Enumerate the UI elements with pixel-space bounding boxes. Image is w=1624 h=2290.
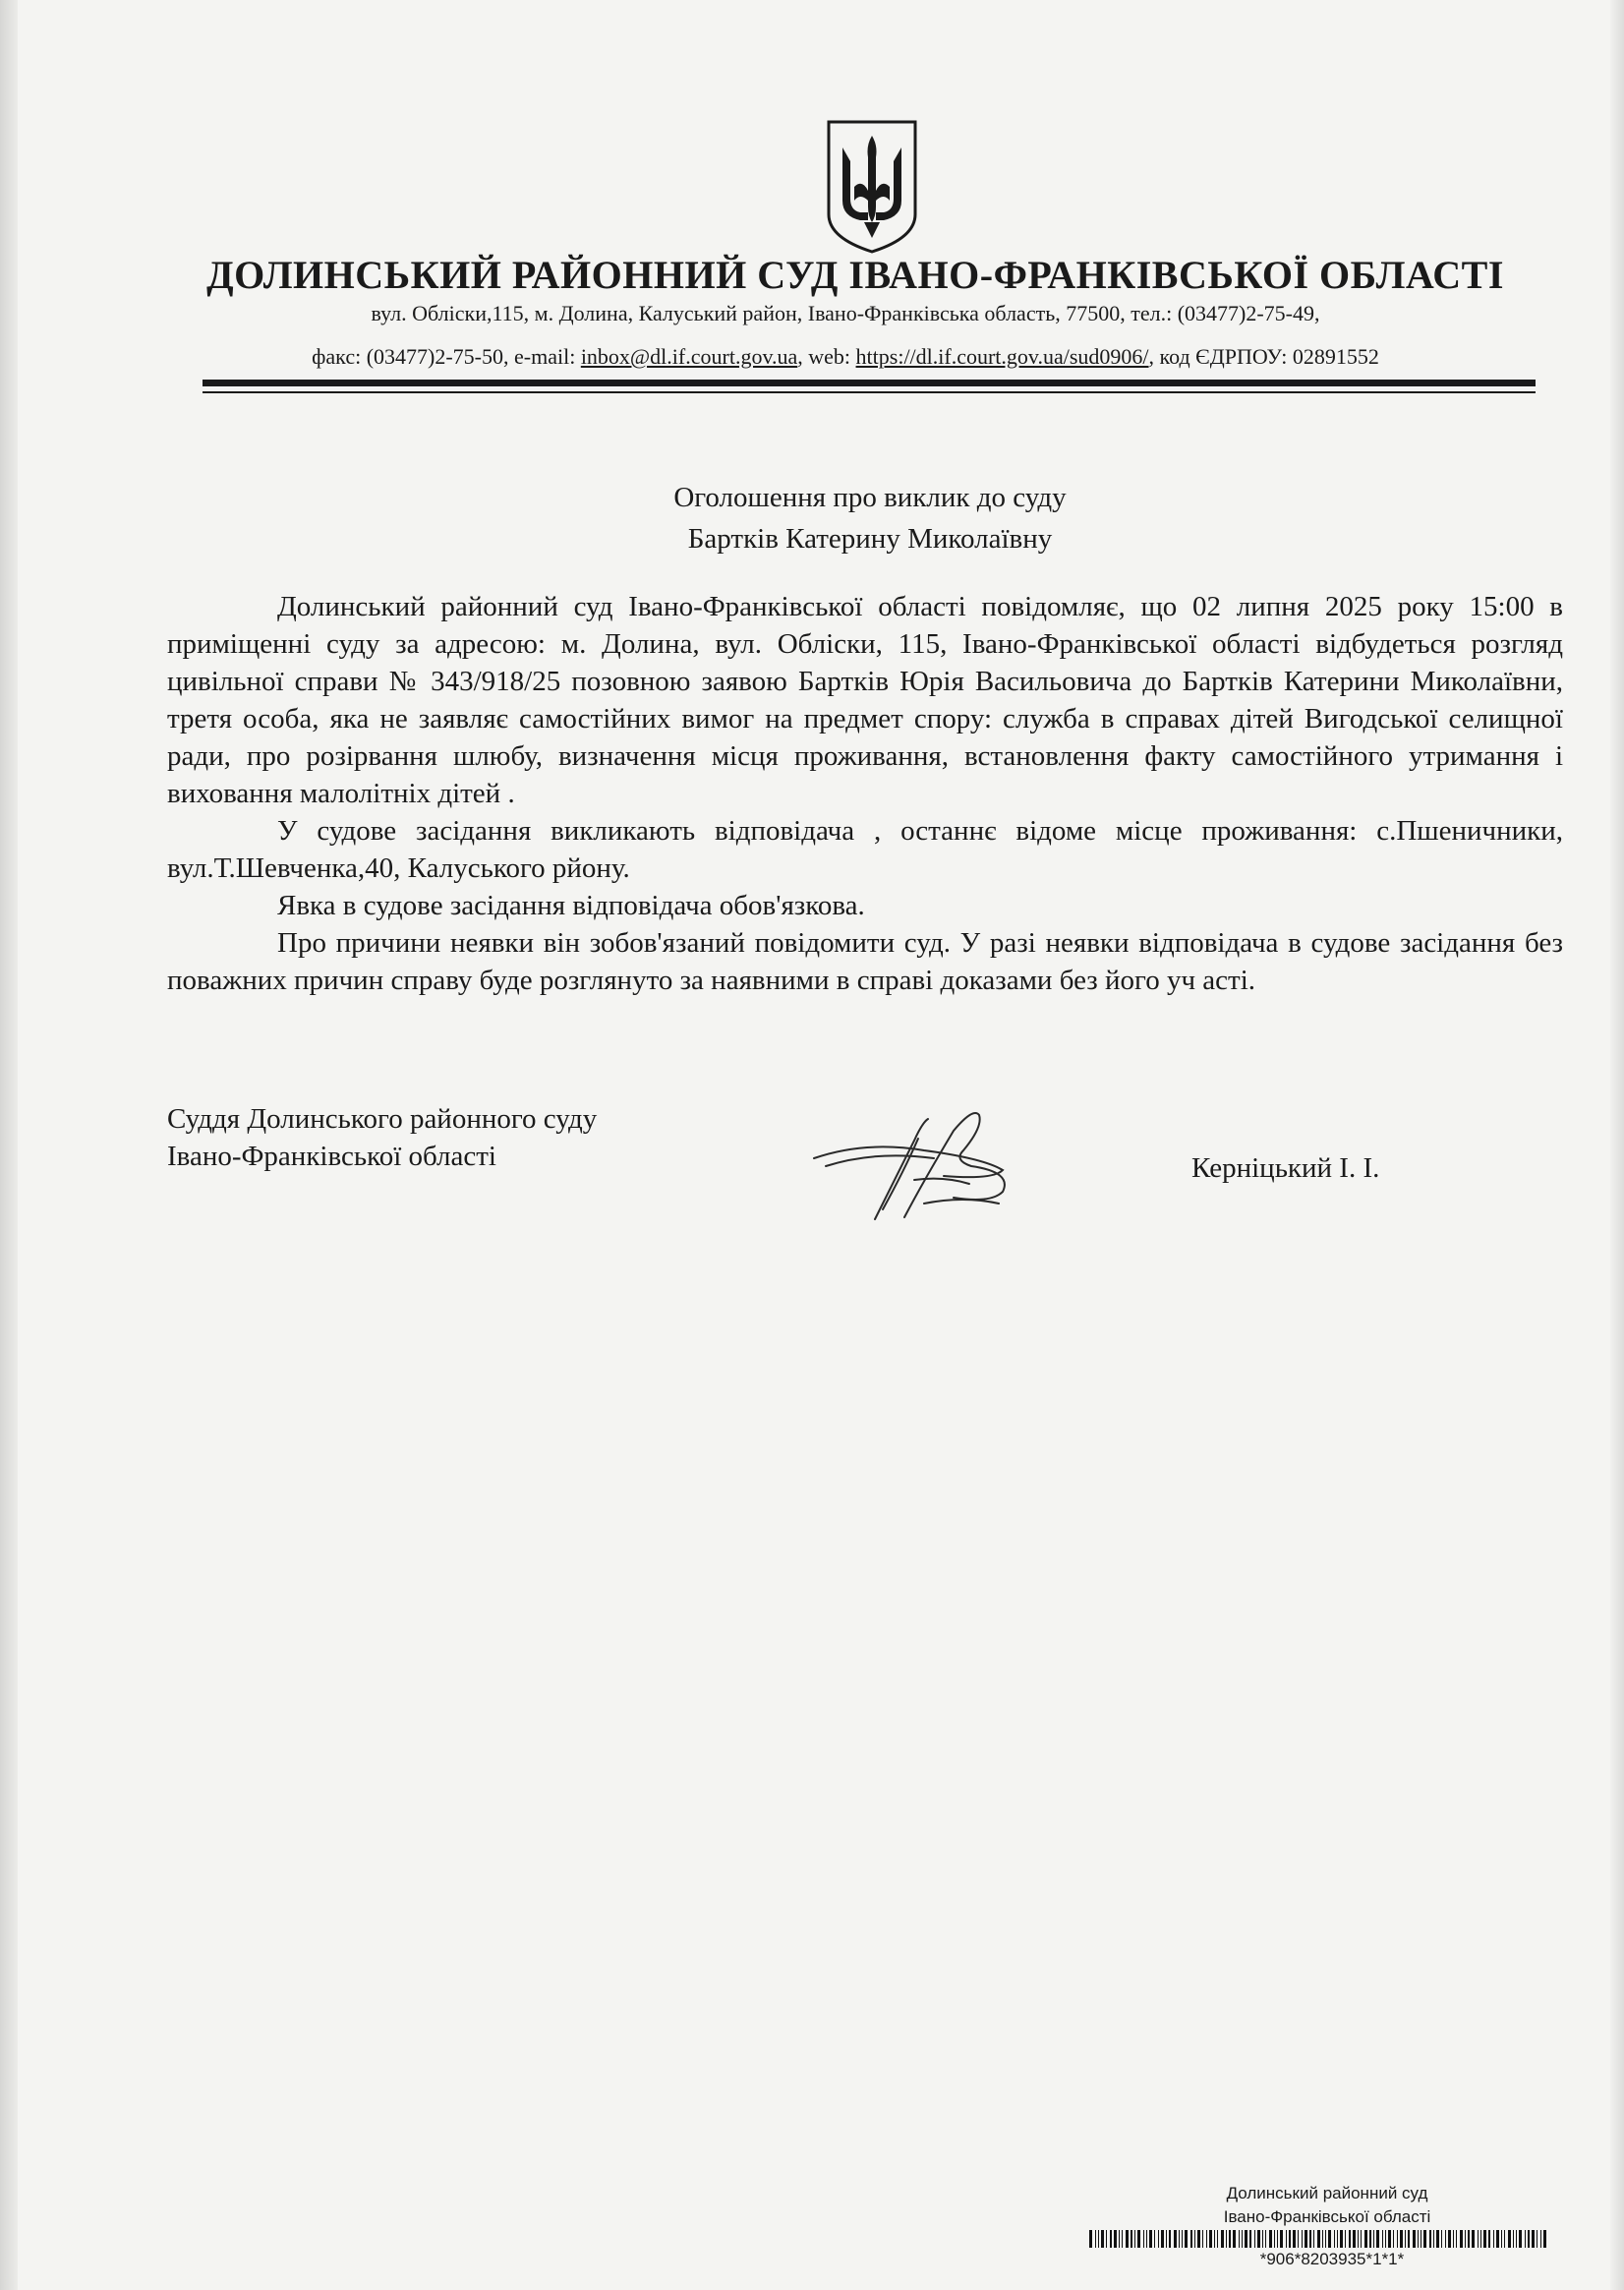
- header-divider-thin: [203, 391, 1536, 393]
- fax-text: факс: (03477)2-75-50, e-mail:: [312, 344, 581, 369]
- judge-name: Керніцький І. І.: [1191, 1152, 1380, 1184]
- paragraph-attendance: Явка в судове засідання відповідача обов'язкова.: [277, 890, 865, 921]
- court-address: вул. Обліски,115, м. Долина, Калуський район, Івано-Франківська область, 77500, тел.: (03477)2-75-49,: [371, 301, 1320, 325]
- paragraph-summons: У судове засідання викликають відповідача , останнє відоме місце проживання: с.Пшеничники, вул.Т.Шевченка,40, Калуського рйону.: [167, 815, 1563, 884]
- barcode-number: *906*8203935*1*1*: [1259, 2250, 1405, 2268]
- notice-body: [167, 588, 1563, 999]
- stamp-court-name: Долинський районний суд: [1226, 2184, 1428, 2202]
- email-link[interactable]: inbox@dl.if.court.gov.ua: [580, 344, 798, 369]
- paragraph-hearing: Долинський районний суд Івано-Франківської області повідомляє, що 02 липня 2025 року 15:00 в приміщенні суду за адресою: м. Долина, вул. Обліски, 115, Івано-Франківської області відбудеться розгляд цивільної справи № 343/918/25 позовною заявою Бартків Юрія Васильовича до Бартків Катерини Миколаївни, третя особа, яка не заявляє самостійних вимог на предмет спору: служба в справах дітей Вигодської селищної ради, про розірвання шлюбу, визначення місця проживання, встановлення факту самостійного утримання і виховання малолітніх дітей .: [167, 591, 1563, 809]
- web-prefix: , web:: [797, 344, 856, 369]
- scan-edge-left: [0, 0, 18, 2290]
- barcode: [1089, 2230, 1549, 2248]
- court-contacts: [157, 344, 1534, 370]
- coat-of-arms-trident-icon: [825, 118, 919, 256]
- judge-position-line2: Івано-Франківської області: [167, 1141, 496, 1172]
- paragraph-consequences: Про причини неявки він зобов'язаний повідомити суд. У разі неявки відповідача в судове засідання без поважних причин справу буде розглянуто за наявними в справі доказами без його уч асті.: [167, 927, 1563, 996]
- scan-edge-right: [1610, 0, 1624, 2290]
- court-name: ДОЛИНСЬКИЙ РАЙОННИЙ СУД ІВАНО-ФРАНКІВСЬКОЇ ОБЛАСТІ: [206, 253, 1504, 297]
- header-divider-thick: [203, 380, 1536, 386]
- handwritten-signature: [806, 1101, 1032, 1229]
- edrpou-text: , код ЄДРПОУ: 02891552: [1148, 344, 1379, 369]
- stamp-region: Івано-Франківської області: [1223, 2207, 1431, 2226]
- judge-position-line1: Суддя Долинського районного суду: [167, 1103, 598, 1135]
- web-link[interactable]: https://dl.if.court.gov.ua/sud0906/: [855, 344, 1149, 369]
- notice-addressee: Бартків Катерину Миколаївну: [687, 523, 1053, 555]
- notice-title: Оголошення про виклик до суду: [673, 482, 1067, 513]
